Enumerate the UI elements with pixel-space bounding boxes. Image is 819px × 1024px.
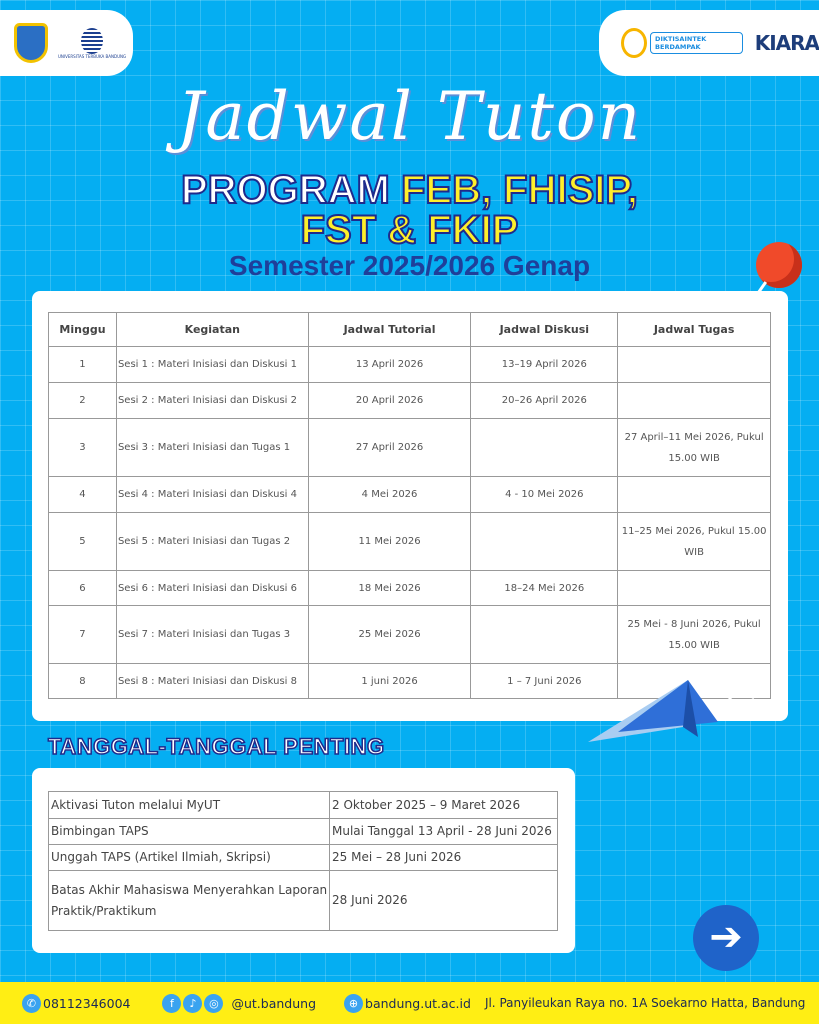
whatsapp-icon: ✆: [22, 994, 41, 1013]
footer: [0, 982, 819, 1024]
table-cell: 27 April–11 Mei 2026, Pukul 15.00 WIB: [618, 419, 771, 477]
table-cell: 4 - 10 Mei 2026: [471, 477, 618, 513]
pushpin-icon: [756, 242, 802, 288]
table-cell: Sesi 4 : Materi Inisiasi dan Diskusi 4: [116, 477, 308, 513]
column-header: Kegiatan: [116, 313, 308, 347]
table-row: [49, 606, 771, 664]
table-row: [49, 871, 558, 931]
table-cell: 25 Mei 2026: [308, 606, 471, 664]
table-row: [49, 383, 771, 419]
table-row: [49, 419, 771, 477]
title-script: Jadwal Tuton: [176, 78, 643, 155]
table-row: [49, 347, 771, 383]
table-cell: 11–25 Mei 2026, Pukul 15.00 WIB: [618, 513, 771, 571]
table-cell: Sesi 3 : Materi Inisiasi dan Tugas 1: [116, 419, 308, 477]
column-header: Minggu: [49, 313, 117, 347]
left-logo-panel: [0, 10, 133, 76]
table-cell: 28 Juni 2026: [330, 871, 558, 931]
tiktok-icon[interactable]: ♪: [183, 994, 202, 1013]
table-cell: Sesi 6 : Materi Inisiasi dan Diskusi 6: [116, 571, 308, 606]
table-cell: [618, 571, 771, 606]
table-cell: 11 Mei 2026: [308, 513, 471, 571]
table-cell: 3: [49, 419, 117, 477]
table-cell: 20–26 April 2026: [471, 383, 618, 419]
table-cell: [471, 419, 618, 477]
globe-icon: ⊕: [344, 994, 363, 1013]
column-header: Jadwal Diskusi: [471, 313, 618, 347]
footer-website[interactable]: bandung.ut.ac.id: [365, 995, 471, 1011]
table-row: [49, 571, 771, 606]
table-cell: 18 Mei 2026: [308, 571, 471, 606]
ut-logo: UNIVERSITAS TERBUKA BANDUNG: [58, 28, 126, 59]
title-line1: PROGRAM FEB, FHISIP,: [180, 168, 639, 212]
table-cell: 6: [49, 571, 117, 606]
table-row: [49, 513, 771, 571]
table-cell: 1: [49, 347, 117, 383]
table-cell: [618, 383, 771, 419]
table-cell: Sesi 5 : Materi Inisiasi dan Tugas 2: [116, 513, 308, 571]
facebook-icon[interactable]: f: [162, 994, 181, 1013]
footer-address: Jl. Panyileukan Raya no. 1A Soekarno Hatta, Bandung: [484, 996, 806, 1010]
table-cell: Sesi 2 : Materi Inisiasi dan Diskusi 2: [116, 383, 308, 419]
table-row: [49, 792, 558, 819]
table-cell: 27 April 2026: [308, 419, 471, 477]
table-cell: Mulai Tanggal 13 April - 28 Juni 2026: [330, 819, 558, 845]
table-cell: 18–24 Mei 2026: [471, 571, 618, 606]
table-cell: Unggah TAPS (Artikel Ilmiah, Skripsi): [49, 845, 330, 871]
kemdikbud-emblem-icon: [14, 23, 48, 63]
table-cell: [471, 606, 618, 664]
column-header: Jadwal Tutorial: [308, 313, 471, 347]
right-logo-panel: [599, 10, 819, 76]
title-line2: FST & FKIP: [300, 208, 519, 252]
footer-social: @ut.bandung: [231, 995, 317, 1011]
table-cell: Sesi 7 : Materi Inisiasi dan Tugas 3: [116, 606, 308, 664]
instagram-icon[interactable]: ◎: [204, 994, 223, 1013]
table-cell: 1 – 7 Juni 2026: [471, 664, 618, 699]
table-cell: Sesi 8 : Materi Inisiasi dan Diskusi 8: [116, 664, 308, 699]
semester-title: Semester 2025/2026 Genap: [228, 250, 591, 281]
table-cell: Bimbingan TAPS: [49, 819, 330, 845]
table-cell: 20 April 2026: [308, 383, 471, 419]
table-cell: [618, 477, 771, 513]
table-cell: 4: [49, 477, 117, 513]
table-cell: Batas Akhir Mahasiswa Menyerahkan Laporan Praktik/Praktikum: [49, 871, 330, 931]
table-cell: 1 juni 2026: [308, 664, 471, 699]
table-cell: 13 April 2026: [308, 347, 471, 383]
paper-plane-icon: [588, 672, 768, 752]
important-dates-table: [48, 791, 558, 931]
column-header: Jadwal Tugas: [618, 313, 771, 347]
schedule-table: [48, 312, 771, 699]
table-cell: 8: [49, 664, 117, 699]
table-cell: 25 Mei – 28 Juni 2026: [330, 845, 558, 871]
next-arrow-button[interactable]: ➔: [693, 905, 759, 971]
important-dates-heading: TANGGAL-TANGGAL PENTING: [48, 734, 385, 759]
table-cell: 5: [49, 513, 117, 571]
table-cell: 7: [49, 606, 117, 664]
kiara-logo: KIARA: [754, 31, 819, 55]
table-row: [49, 845, 558, 871]
table-row: [49, 819, 558, 845]
dikti-logo: DIKTISAINTEK BERDAMPAK: [621, 28, 743, 58]
table-row: [49, 477, 771, 513]
table-cell: 2 Oktober 2025 – 9 Maret 2026: [330, 792, 558, 819]
table-cell: Aktivasi Tuton melalui MyUT: [49, 792, 330, 819]
table-cell: 13–19 April 2026: [471, 347, 618, 383]
table-cell: 4 Mei 2026: [308, 477, 471, 513]
table-cell: Sesi 1 : Materi Inisiasi dan Diskusi 1: [116, 347, 308, 383]
table-cell: 2: [49, 383, 117, 419]
table-cell: 25 Mei - 8 Juni 2026, Pukul 15.00 WIB: [618, 606, 771, 664]
table-cell: [471, 513, 618, 571]
table-cell: [618, 347, 771, 383]
footer-phone: 08112346004: [43, 995, 131, 1011]
